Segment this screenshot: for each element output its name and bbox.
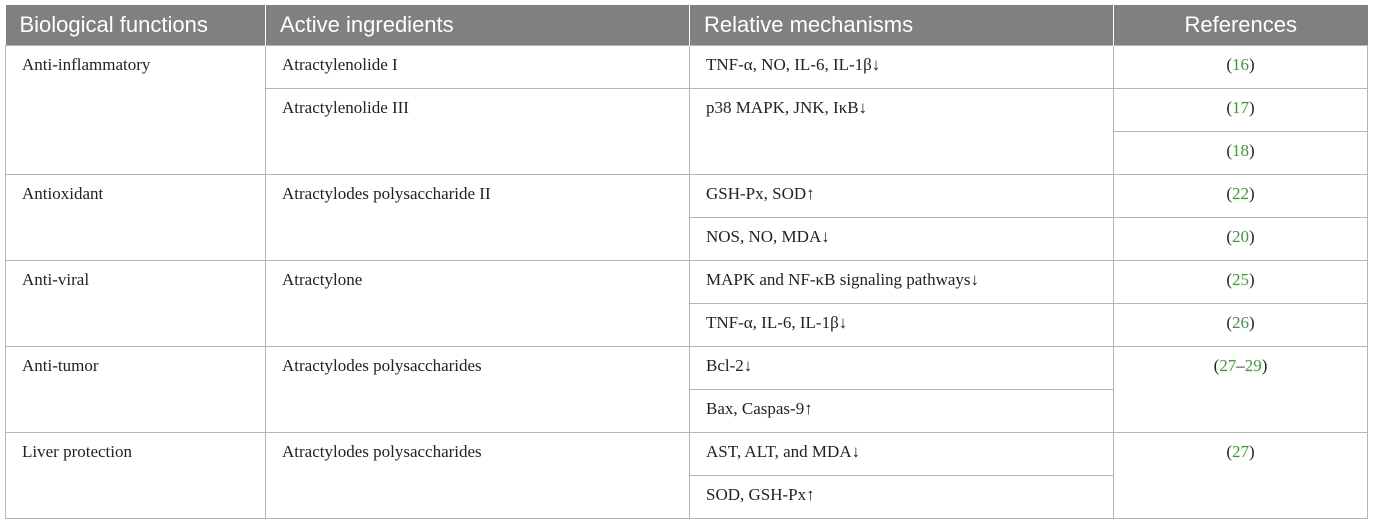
ref-open-paren: (: [1226, 270, 1232, 289]
reference-link[interactable]: 18: [1232, 141, 1249, 160]
reference-link[interactable]: 25: [1232, 270, 1249, 289]
mechanism-cell: SOD, GSH-Px↑: [690, 476, 1114, 519]
mechanism-cell: TNF-α, IL-6, IL-1β↓: [690, 304, 1114, 347]
ref-close-paren: ): [1261, 356, 1268, 375]
ref-open-paren: (: [1213, 356, 1220, 375]
table-row: [6, 261, 1368, 304]
mechanism-cell: Bax, Caspas-9↑: [690, 390, 1114, 433]
mechanism-cell: Bcl-2↓: [690, 347, 1114, 390]
ref-open-paren: (: [1226, 141, 1232, 160]
ingredient-cell: Atractylodes polysaccharide II: [266, 175, 690, 261]
function-cell: Anti-tumor: [6, 347, 266, 433]
ingredient-cell: Atractylenolide III: [266, 89, 690, 175]
reference-link[interactable]: 27: [1232, 442, 1249, 461]
data-table: [5, 5, 1368, 519]
reference-cell: [1114, 304, 1368, 347]
header-biological-functions: Biological functions: [6, 5, 266, 46]
reference-link[interactable]: 17: [1232, 98, 1249, 117]
mechanism-cell: GSH-Px, SOD↑: [690, 175, 1114, 218]
reference-link[interactable]: 29: [1244, 356, 1262, 375]
reference-link[interactable]: 27: [1219, 356, 1237, 375]
ingredient-cell: Atractylenolide I: [266, 46, 690, 89]
function-cell: Liver protection: [6, 433, 266, 519]
table-row: [6, 46, 1368, 89]
function-cell: Anti-viral: [6, 261, 266, 347]
ref-close-paren: ): [1249, 55, 1255, 74]
table-row: [6, 175, 1368, 218]
ref-range-dash: –: [1236, 356, 1245, 375]
mechanism-cell: AST, ALT, and MDA↓: [690, 433, 1114, 476]
ingredient-cell: Atractylodes polysaccharides: [266, 433, 690, 519]
table-row: [6, 433, 1368, 476]
header-row: [6, 5, 1368, 46]
ref-close-paren: ): [1249, 98, 1255, 117]
ref-open-paren: (: [1226, 55, 1232, 74]
ref-close-paren: ): [1249, 227, 1255, 246]
reference-cell: [1114, 175, 1368, 218]
header-references: References: [1114, 5, 1368, 46]
reference-cell: [1114, 261, 1368, 304]
table-row: [6, 347, 1368, 390]
mechanism-cell: NOS, NO, MDA↓: [690, 218, 1114, 261]
header-relative-mechanisms: Relative mechanisms: [690, 5, 1114, 46]
reference-cell: [1114, 46, 1368, 89]
header-active-ingredients: Active ingredients: [266, 5, 690, 46]
ref-close-paren: ): [1249, 313, 1255, 332]
reference-cell: [1114, 218, 1368, 261]
ref-open-paren: (: [1226, 227, 1232, 246]
reference-cell: [1114, 347, 1368, 433]
mechanism-cell: TNF-α, NO, IL-6, IL-1β↓: [690, 46, 1114, 89]
ingredient-cell: Atractylone: [266, 261, 690, 347]
ref-open-paren: (: [1226, 442, 1232, 461]
reference-link[interactable]: 20: [1232, 227, 1249, 246]
ref-open-paren: (: [1226, 313, 1232, 332]
mechanism-cell: MAPK and NF-κB signaling pathways↓: [690, 261, 1114, 304]
ingredient-cell: Atractylodes polysaccharides: [266, 347, 690, 433]
function-cell: Antioxidant: [6, 175, 266, 261]
reference-link[interactable]: 22: [1232, 184, 1249, 203]
reference-link[interactable]: 16: [1232, 55, 1249, 74]
ref-open-paren: (: [1226, 98, 1232, 117]
ref-close-paren: ): [1249, 270, 1255, 289]
ref-open-paren: (: [1226, 184, 1232, 203]
reference-cell: [1114, 433, 1368, 519]
reference-link[interactable]: 26: [1232, 313, 1249, 332]
ref-close-paren: ): [1249, 184, 1255, 203]
ref-close-paren: ): [1249, 442, 1255, 461]
function-cell: Anti-inflammatory: [6, 46, 266, 175]
ref-close-paren: ): [1249, 141, 1255, 160]
reference-cell: [1114, 89, 1368, 132]
mechanism-cell: p38 MAPK, JNK, IκB↓: [690, 89, 1114, 175]
reference-cell: [1114, 132, 1368, 175]
